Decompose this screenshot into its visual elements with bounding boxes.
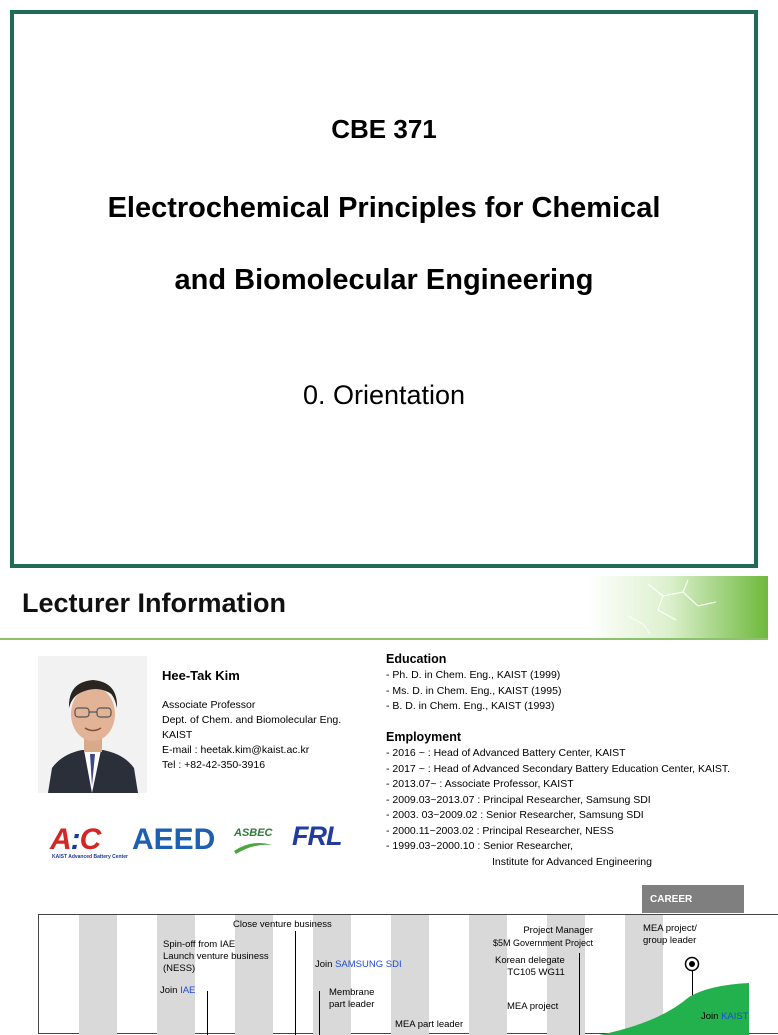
employment-item: - 2003. 03~2009.02 : Senior Researcher, Samsung SDI — [386, 809, 644, 821]
header-divider — [0, 638, 768, 640]
lecturer-position: Associate Professor — [162, 699, 256, 711]
lecturer-dept: Dept. of Chem. and Biomolecular Eng. — [162, 714, 342, 726]
lecturer-photo — [38, 656, 147, 793]
timeline-label-membrane: Membrane part leader — [329, 987, 375, 1010]
employment-item-continuation: Institute for Advanced Engineering — [492, 855, 652, 868]
employment-item: - 2017 ~ : Head of Advanced Secondary Battery Education Center, KAIST. — [386, 762, 731, 775]
employment-item: - 1999.03~2000.10 : Senior Researcher, — [386, 840, 574, 852]
career-growth-area — [599, 975, 749, 1035]
timeline-label-join-iae: Join IAE — [160, 985, 196, 996]
timeline-label-spinoff: Spin-off from IAE Launch venture business (NESS) — [163, 939, 269, 974]
timeline-label-korean-delegate: Korean delegate TC105 WG11 — [495, 955, 565, 978]
timeline-label-close-venture: Close venture business — [233, 919, 332, 930]
timeline-connector — [295, 931, 296, 1035]
eed-logo: AEED — [132, 823, 216, 856]
course-title-line-2: and Biomolecular Engineering — [174, 264, 594, 296]
lecturer-name: Hee-Tak Kim — [162, 668, 240, 683]
timeline-column — [157, 915, 195, 1035]
education-heading: Education — [386, 652, 447, 666]
employment-item: - 2013.07~ : Associate Professor, KAIST — [386, 778, 574, 790]
milestone-marker-icon — [684, 956, 700, 972]
employment-heading: Employment — [386, 730, 462, 744]
timeline-label-project-manager: Project Manager $5M Government Project — [493, 925, 594, 948]
timeline-label-mea-group: MEA project/ group leader — [643, 923, 697, 946]
course-title — [14, 172, 754, 316]
slide-subtitle: 0. Orientation — [302, 380, 466, 410]
lecturer-institution: KAIST — [162, 729, 193, 741]
timeline-connector — [319, 991, 320, 1035]
course-code: CBE 371 — [331, 114, 437, 144]
timeline-label-mea-part: MEA part leader — [395, 1019, 464, 1030]
education-section — [386, 650, 561, 715]
asbec-logo: ASBEC — [234, 827, 273, 839]
timeline-connector — [579, 953, 580, 1035]
timeline-column — [235, 915, 273, 1035]
portrait-image — [38, 656, 147, 793]
crack-pattern-icon — [588, 576, 768, 638]
lecturer-email: E-mail : heetak.kim@kaist.ac.kr — [162, 744, 310, 756]
career-timeline — [38, 914, 778, 1034]
asbec-swoosh-icon — [232, 841, 274, 855]
slide-header — [0, 576, 768, 640]
course-title-line-1: Electrochemical Principles for Chemical — [107, 192, 661, 224]
timeline-column — [79, 915, 117, 1035]
frl-logo: FRL — [292, 821, 342, 851]
lecturer-tel: Tel : +82-42-350-3916 — [162, 759, 266, 771]
abc-logo: A:C — [50, 823, 101, 856]
education-item: - B. D. in Chem. Eng., KAIST (1993) — [386, 700, 555, 712]
timeline-label-join-kaist: Join KAIST — [701, 1011, 749, 1022]
lecturer-slide — [0, 576, 768, 1030]
affiliation-logos — [50, 821, 350, 865]
slide-title: Lecturer Information — [22, 588, 287, 618]
education-item: - Ms. D. in Chem. Eng., KAIST (1995) — [386, 684, 562, 697]
timeline-column — [391, 915, 429, 1035]
header-decoration — [588, 576, 768, 638]
employment-item: - 2000.11~2003.02 : Principal Researcher, NESS — [386, 824, 614, 837]
employment-item: - 2016 ~ : Head of Advanced Battery Center, KAIST — [386, 747, 626, 759]
abc-logo-caption: KAIST Advanced Battery Center — [52, 854, 128, 860]
employment-section — [386, 728, 730, 870]
lecturer-contact — [162, 698, 341, 773]
timeline-connector — [207, 991, 208, 1035]
career-tab: CAREER — [642, 885, 744, 913]
timeline-label-join-samsung: Join SAMSUNG SDI — [315, 959, 402, 970]
employment-item: - 2009.03~2013.07 : Principal Researcher, Samsung SDI — [386, 793, 651, 806]
education-item: - Ph. D. in Chem. Eng., KAIST (1999) — [386, 669, 561, 681]
title-slide — [10, 10, 758, 568]
timeline-label-mea-project: MEA project — [507, 1001, 559, 1012]
